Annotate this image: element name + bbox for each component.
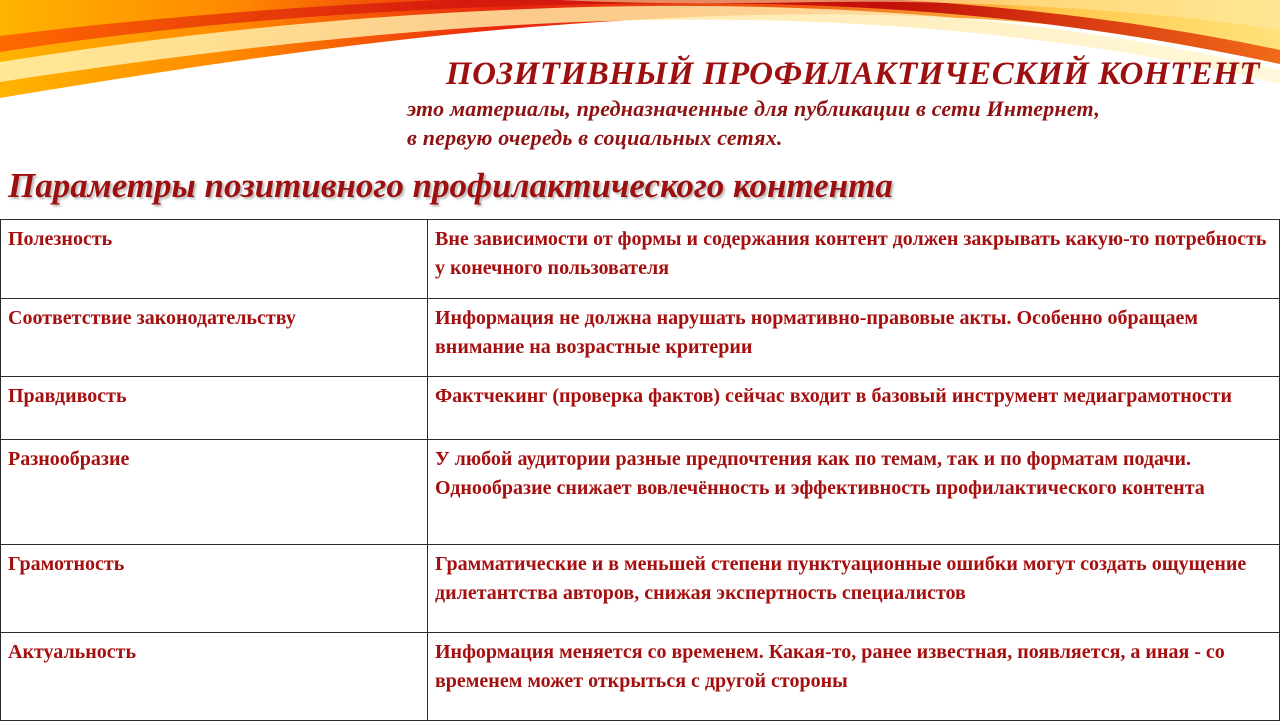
parameter-name: Разнообразие [1, 440, 428, 545]
slide-title: ПОЗИТИВНЫЙ ПРОФИЛАКТИЧЕСКИЙ КОНТЕНТ [445, 56, 1260, 92]
table-row [1, 299, 1280, 377]
parameters-table [0, 219, 1280, 721]
parameter-description: Информация меняется со временем. Какая-то, ранее известная, появляется, а иная - со временем может открыться с другой стороны [428, 633, 1280, 721]
table-row [1, 545, 1280, 633]
table-row [1, 377, 1280, 440]
parameter-description: У любой аудитории разные предпочтения как по темам, так и по форматам подачи. Однообразие снижает вовлечённость и эффективность профилактического контента [428, 440, 1280, 545]
parameter-name: Грамотность [1, 545, 428, 633]
table-row [1, 220, 1280, 299]
parameter-description: Информация не должна нарушать нормативно-правовые акты. Особенно обращаем внимание на возрастные критерии [428, 299, 1280, 377]
parameter-description: Вне зависимости от формы и содержания контент должен закрывать какую-то потребность у конечного пользователя [428, 220, 1280, 299]
table-row [1, 440, 1280, 545]
subtitle-line-2: в первую очередь в социальных сетях. [407, 125, 783, 150]
parameter-name: Правдивость [1, 377, 428, 440]
parameter-name: Соответствие законодательству [1, 299, 428, 377]
parameter-name: Полезность [1, 220, 428, 299]
parameter-description: Грамматические и в меньшей степени пунктуационные ошибки могут создать ощущение дилетантства авторов, снижая экспертность специалистов [428, 545, 1280, 633]
section-title: Параметры позитивного профилактического контента [8, 166, 893, 205]
parameter-name: Актуальность [1, 633, 428, 721]
table-row [1, 633, 1280, 721]
parameter-description: Фактчекинг (проверка фактов) сейчас входит в базовый инструмент медиаграмотности [428, 377, 1280, 440]
slide-subtitle [407, 94, 1267, 152]
subtitle-line-1: это материалы, предназначенные для публикации в сети Интернет, [407, 96, 1101, 121]
